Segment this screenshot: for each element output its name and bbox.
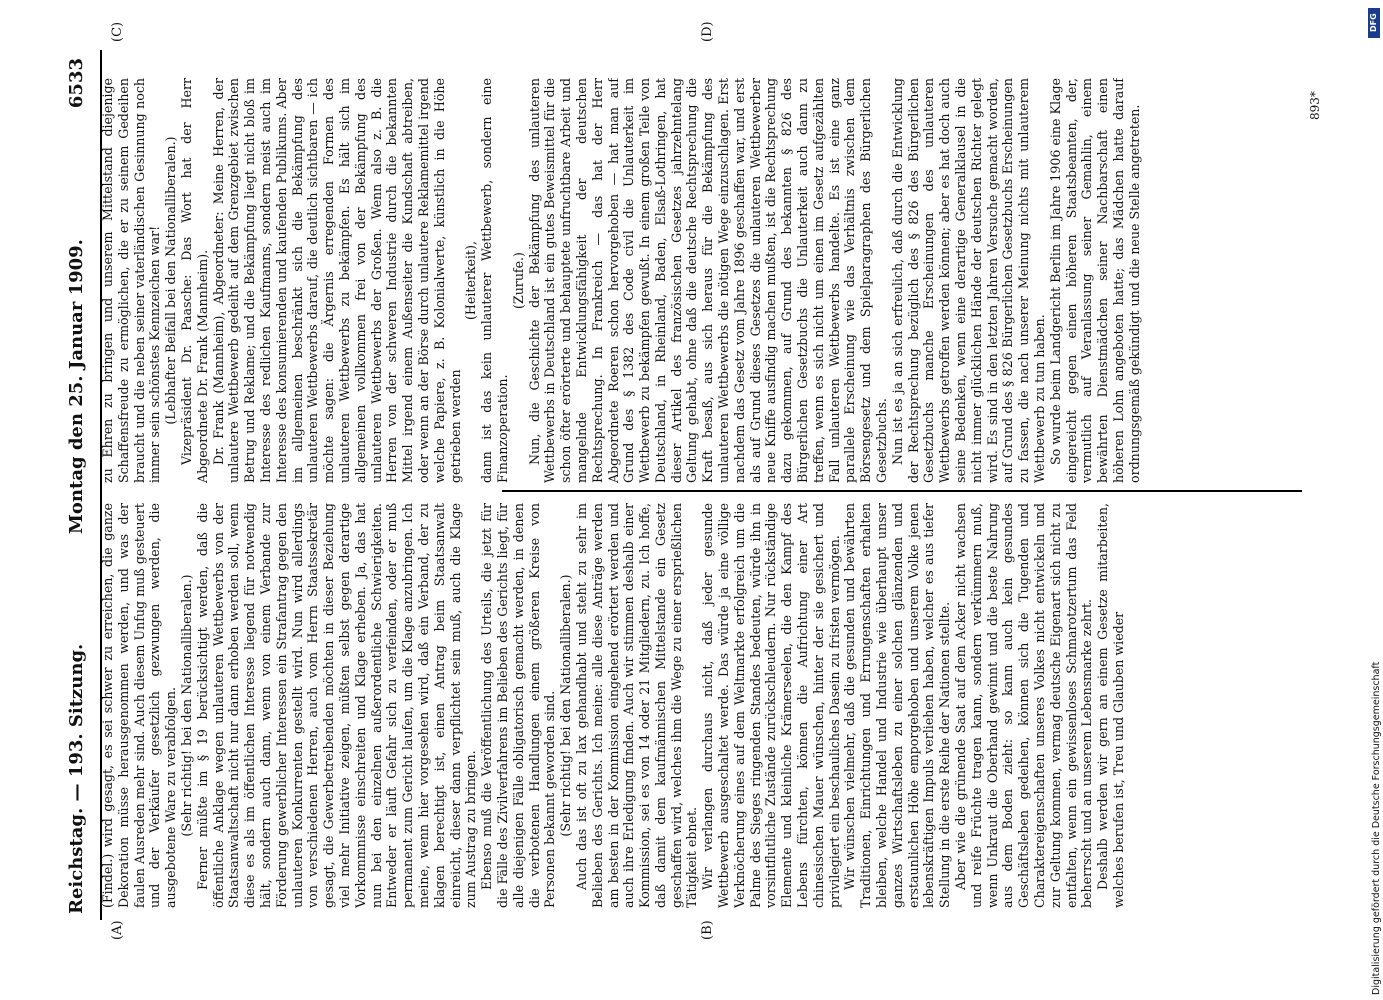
paragraph: dann ist das kein unlauterer Wettbewerb, sondern eine Finanzoperation. bbox=[479, 78, 510, 483]
paragraph: Nun ist es ja an sich erfreulich, daß durch die Entwicklung der Rechtsprechung bezüglich des § 826 des Bürgerlichen Gesetzbuchs manche Erscheinungen des unlauteren Wettbewerbs getroffen werden können; aber es hat doch auch seine Bedenken, wenn eine derartige Generalklausel in die nicht immer glücklichen Hände der deutschen Richter gelegt wird. Es sind in den letzten Jahren Versuche gemacht worden, auf Grund des § 826 Bürgerlichen Gesetzbuchs Erscheinungen zu fassen, die nach unserer Meinung nichts mit unlauterem Wettbewerb zu tun haben. bbox=[889, 78, 1048, 483]
paragraph: (Findel.) wird gesagt, es sei schwer zu erreichen, die ganze Dekoration müsse herausgenommen werden, und was der faulen Ausreden mehr sind. Auch diesem Unfug muß gesteuert und der Verkäufer gesetzlich gezwungen werden, die ausgebotene Ware zu verabfolgen. bbox=[100, 503, 179, 908]
paragraph: Wir wünschen vielmehr, daß die gesunden und bewährten Traditionen, Einrichtungen und Errungenschaften erhalten bleiben, welche Handel und Industrie wie überhaupt unser ganzes Wirtschaftsleben zu einer solchen glänzenden und erstaunlichen Höhe emporgehoben und unserem Volke jenen lebenskräftigen Impuls verliehen haben, welcher es aus tiefer Stellung in die erste Reihe der Nationen stellte. bbox=[842, 503, 953, 908]
paragraph: Ferner müßte im § 19 berücksichtigt werden, daß die öffentliche Anklage wegen unlauteren Wettbewerbs von der Staatsanwaltschaft nicht nur dann erhoben werden soll, wenn diese es als im öffentlichen Interesse liegend für notwendig hält, sondern auch dann, wenn von einem Verbande zur Förderung gewerblicher Interessen ein Strafantrag gegen den unlauteren Konkurrenten gestellt wird. Nun wird allerdings von verschiedenen Herren, auch vom Herrn Staatssekretär gesagt, die Gewerbetreibenden möchten in dieser Beziehung viel mehr Initiative zeigen, müßten selbst gegen derartige Vorkommnisse einschreiten und Klage erheben. Ja, das hat nun bei den einzelnen außerordentliche Schwierigkeiten. Entweder er läuft Gefahr sich zu verfeinden, oder er muß permanent zum Gericht laufen, um die Klage anzubringen. Ich meine, wenn hier vorgesehen wird, daß ein Verband, der zu klagen berechtigt ist, einen Antrag beim Staatsanwalt einreicht, dieser dann verpflichtet sein muß, auch die Klage zum Austrag zu bringen. bbox=[194, 503, 479, 908]
margin-mark-b: (B) bbox=[700, 920, 715, 940]
interjection: (Lebhafter Beifall bei den Nationalliberalen.) bbox=[163, 136, 179, 425]
column-divider bbox=[502, 490, 1302, 492]
margin-mark-a: (A) bbox=[110, 920, 125, 940]
signature-mark: 893* bbox=[1308, 91, 1322, 120]
paragraph: zu Ehren zu bringen und unserem Mittelstand diejenige Schaffensfreude zu ermöglichen, die er zu seinem Gedeihen braucht und die neben seiner vaterländischen Gesinnung noch immer sein schönstes Kennzeichen war! bbox=[100, 78, 163, 483]
margin-mark-c: (C) bbox=[110, 21, 125, 42]
left-column bbox=[100, 503, 1310, 908]
paragraph: Dr. Frank (Mannheim), Abgeordneter: Meine Herren, der unlautere Wettbewerb gedeiht auf dem Grenzgebiet zwischen Betrug und Reklame; und die Bekämpfung liegt nicht bloß im Interesse des redlichen Kaufmanns, sondern meist auch im Interesse des konsumierenden und kaufenden Publikums. Aber im allgemeinen beschränkt sich die Bekämpfung des unlauteren Wettbewerbs darauf, die deutlich sichtbaren — ich möchte sagen: die Ärgernis erregenden Formen des unlauteren Wettbewerbs zu bekämpfen. Es hält sich im allgemeinen vollkommen frei von der Bekämpfung des unlauteren Wettbewerbs der Großen. Wenn also z. B. die Herren von der schweren Industrie durch die bekannten Mittel irgend einem Außenseiter die Kundschaft abtreiben, oder wenn an der Börse durch unlautere Reklamemittel irgend welche Papiere, z. B. Kolonialwerte, künstlich in die Höhe getrieben werden bbox=[210, 78, 463, 483]
dfg-logo: DFG bbox=[1368, 8, 1380, 38]
right-column bbox=[100, 78, 1310, 483]
header-date: Montag den 25. Januar 1909. bbox=[66, 239, 87, 534]
margin-mark-d: (D) bbox=[700, 21, 715, 42]
digitization-credit: Digitalisierung gefördert durch die Deutsche Forschungsgemeinschaft bbox=[1371, 661, 1382, 995]
paragraph: Vizepräsident Dr. Paasche: Das Wort hat der Herr Abgeordnete Dr. Frank (Mannheim). bbox=[178, 78, 210, 483]
interjection: (Heiterkeit), bbox=[463, 241, 479, 320]
paragraph: Auch das ist oft zu lax gehandhabt und steht zu sehr im Belieben des Gerichts. Ich meine: alle diese Anträge werden am besten in der Kommission eingehend erörtert werden und auch ihre Erledigung finden. Auch wir stimmen deshalb einer Kommission, sei es von 14 oder 21 Mitgliedern, zu. Ich hoffe, daß damit dem kaufmännischen Mittelstande ein Gesetz geschaffen wird, welches ihm die Wege zu einer ersprießlichen Tätigkeit ebnet. bbox=[573, 503, 700, 908]
interjection: (Zurufe.) bbox=[510, 252, 526, 309]
interjection: (Sehr richtig! bei den Nationalliberalen.) bbox=[558, 574, 574, 837]
paragraph: Aber wie die grünende Saat auf dem Acker nicht wachsen und reife Früchte tragen kann, sondern verkümmern muß, wenn Unkraut die Oberhand gewinnt und die beste Nahrung aus dem Boden zieht: so kann auch kein gesundes Geschäftsleben gedeihen, können sich die Tugenden und Charaktereigenschaften unseres Volkes nicht entwickeln und zur Geltung kommen, vermag deutsche Eigenart sich nicht zu entfalten, wenn ein gewissenloses Schmarotzertum das Feld beherrscht und an unserem Lebensmarke zehrt. bbox=[953, 503, 1095, 908]
page-header bbox=[62, 58, 92, 914]
paragraph: Wir verlangen durchaus nicht, daß jeder gesunde Wettbewerb ausgeschaltet werde. Das würde ja eine völlige Verknöcherung eines auf dem Weltmarkte erfolgreich um die Palme des Sieges ringenden Standes bedeuten, würde ihn in vorsintflutliche Zustände zurückschleudern. Nur rückständige Elemente und kleinliche Krämerseelen, die den Kampf des Lebens fürchten, können die Aufrichtung einer Art chinesischen Mauer wünschen, hinter der sie gesichert und privilegiert ein beschauliches Dasein zu fristen vermögen. bbox=[700, 503, 842, 908]
page-number: 6533 bbox=[66, 58, 87, 109]
paragraph: Ebenso muß die Veröffentlichung des Urteils, die jetzt für die Fälle des Zivilverfahrens im Belieben des Gerichts liegt, für alle diejenigen Fälle obligatorisch gemacht werden, in denen die verbotenen Handlungen einem größeren Kreise von Personen bekannt geworden sind. bbox=[479, 503, 558, 908]
paragraph: So wurde beim Landgericht Berlin im Jahre 1906 eine Klage eingereicht gegen einen höheren Staatsbeamten, der, vermutlich auf Veranlassung seiner Gemahlin, einem bewährten Dienstmädchen seiner Nachbarschaft einen höheren Lohn angeboten hatte; das Mädchen hatte darauf ordnungsgemäß gekündigt und die neue Stelle angetreten. bbox=[1047, 78, 1142, 483]
paragraph: Nun, die Geschichte der Bekämpfung des unlauteren Wettbewerbs in Deutschland ist ein gutes Beweismittel für die schon öfter erörterte und behauptete unfruchtbare Arbeit und mangelnde Entwicklungsfähigkeit der deutschen Rechtsprechung. In Frankreich — das hat der Herr Abgeordnete Roeren schon hervorgehoben — hat man auf Grund des § 1382 des Code civil die Unlauterkeit im Wettbewerb zu bekämpfen gewußt. In einem großen Teile von Deutschland, in Rheinland, Baden, Elsaß-Lothringen, hat dieser Artikel des französischen Gesetzes jahrzehntelang Geltung gehabt, ohne daß die deutsche Rechtsprechung die Kraft besaß, aus sich heraus für die Bekämpfung des unlauteren Wettbewerbs die nötigen Wege einzuschlagen. Erst nachdem das Gesetz vom Jahre 1896 geschaffen war, und erst als auf Grund dieses Gesetzes die unlauteren Wettbewerber neue Kniffe ausfindig machen mußten, ist die Rechtsprechung dazu gekommen, auf Grund des bekannten § 826 des Bürgerlichen Gesetzbuchs die Unlauterkeit auch dann zu treffen, wenn es sich nicht um einen im Gesetz aufgezählten Fall unlauteren Wettbewerbs handelte. Es ist eine ganz parallele Erscheinung wie das Verhältnis zwischen dem Börsengesetz und dem Spielparagraphen des Bürgerlichen Gesetzbuchs. bbox=[526, 78, 890, 483]
interjection: (Sehr richtig! bei den Nationalliberalen.) bbox=[178, 574, 194, 837]
paragraph: Deshalb werden wir gern an einem Gesetze mitarbeiten, welches berufen ist, Treu und Glauben wieder bbox=[1095, 503, 1126, 908]
header-session: Reichstag. — 193. Sitzung. bbox=[66, 643, 87, 914]
